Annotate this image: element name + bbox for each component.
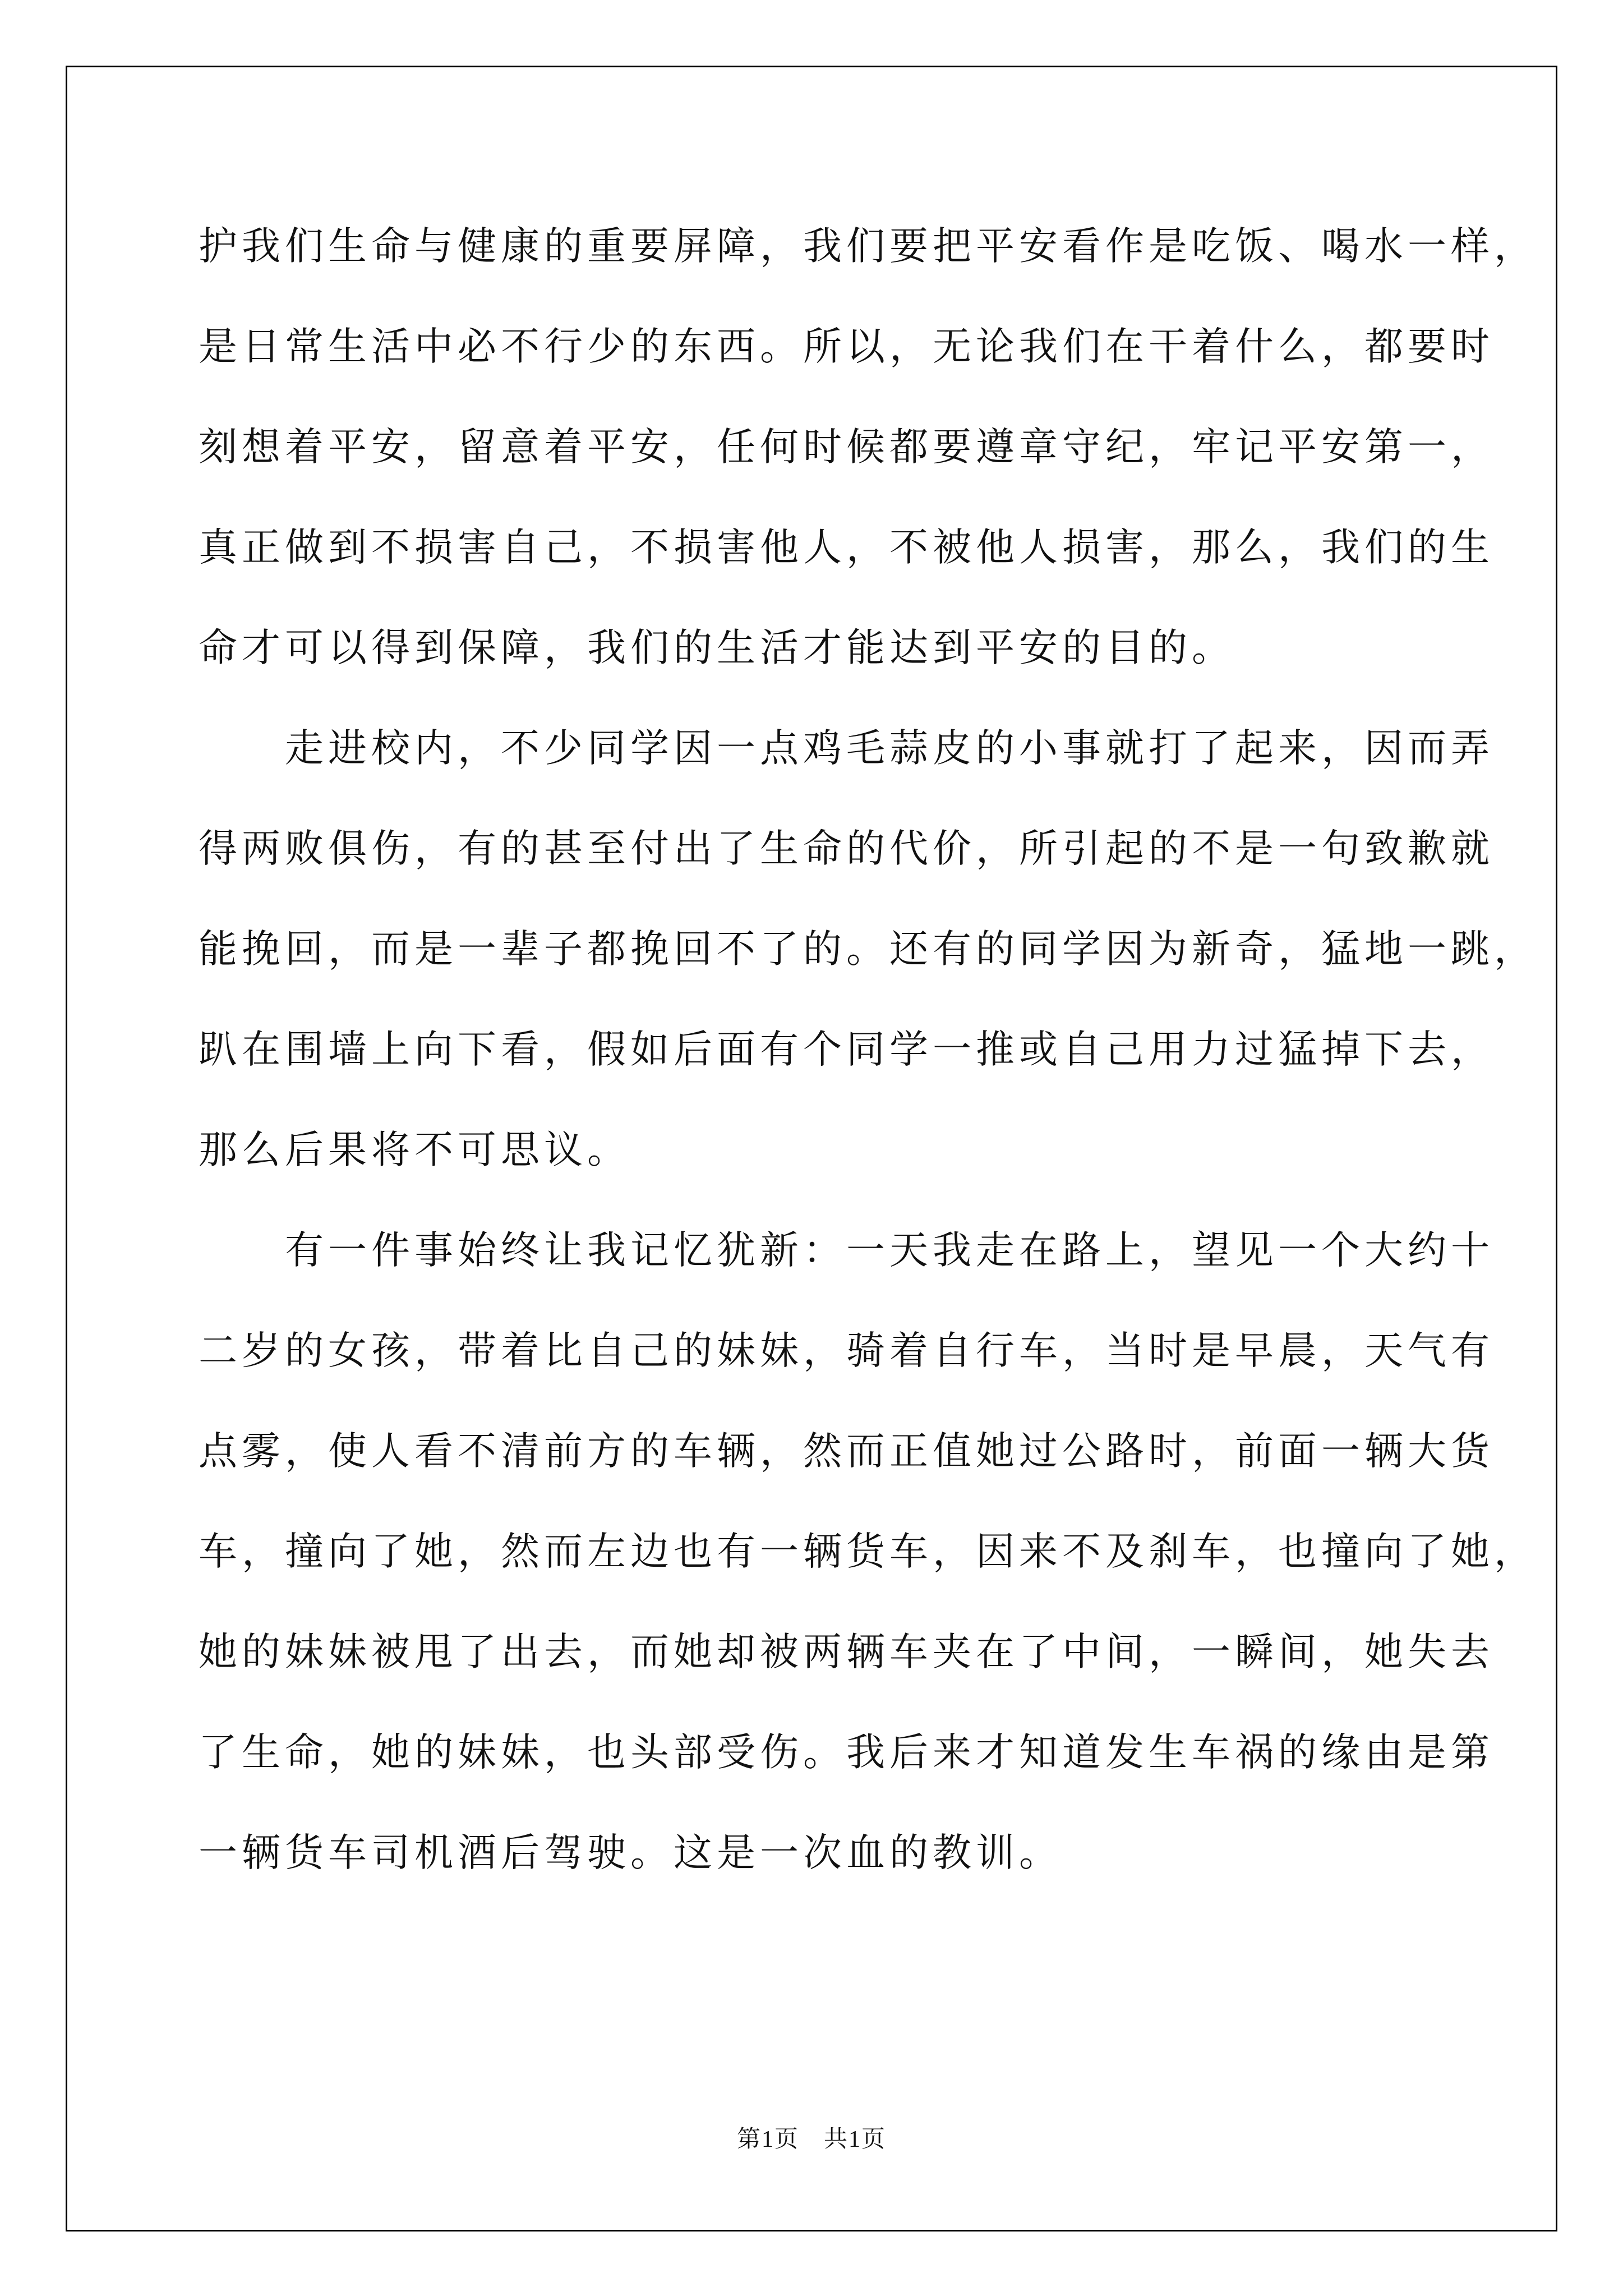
- text-line: 了生命，她的妹妹，也头部受伤。我后来才知道发生车祸的缘由是第: [199, 1730, 1494, 1775]
- text-line: 一辆货车司机酒后驾驶。这是一次血的教训。: [199, 1830, 1062, 1875]
- text-line: 车，撞向了她，然而左边也有一辆货车，因来不及刹车，也撞向了她，: [199, 1529, 1537, 1574]
- text-line: 是日常生活中必不行少的东西。所以，无论我们在干着什么，都要时: [199, 324, 1494, 369]
- text-line: 能挽回，而是一辈子都挽回不了的。还有的同学因为新奇，猛地一跳，: [199, 927, 1537, 972]
- page-footer: 第1页 共1页: [736, 2127, 886, 2152]
- text-line: 命才可以得到保障，我们的生活才能达到平安的目的。: [199, 625, 1235, 670]
- text-line: 她的妹妹被甩了出去，而她却被两辆车夹在了中间，一瞬间，她失去: [199, 1630, 1494, 1674]
- text-line: 真正做到不损害自己，不损害他人，不被他人损害，那么，我们的生: [199, 525, 1494, 570]
- text-line: 得两败俱伤，有的甚至付出了生命的代价，所引起的不是一句致歉就: [199, 826, 1494, 871]
- text-line: 趴在围墙上向下看，假如后面有个同学一推或自己用力过猛掉下去，: [199, 1027, 1494, 1072]
- text-line: 刻想着平安，留意着平安，任何时候都要遵章守纪，牢记平安第一，: [199, 425, 1494, 470]
- text-line: 二岁的女孩，带着比自己的妹妹，骑着自行车，当时是早晨，天气有: [199, 1328, 1494, 1373]
- text-line: 有一件事始终让我记忆犹新：一天我走在路上，望见一个大约十: [199, 1228, 1494, 1273]
- text-line: 护我们生命与健康的重要屏障，我们要把平安看作是吃饭、喝水一样，: [199, 224, 1537, 269]
- document-body: [199, 196, 1537, 1903]
- text-line: 走进校内，不少同学因一点鸡毛蒜皮的小事就打了起来，因而弄: [199, 726, 1494, 771]
- text-line: 点雾，使人看不清前方的车辆，然而正值她过公路时，前面一辆大货: [199, 1429, 1494, 1474]
- text-line: 那么后果将不可思议。: [199, 1128, 630, 1172]
